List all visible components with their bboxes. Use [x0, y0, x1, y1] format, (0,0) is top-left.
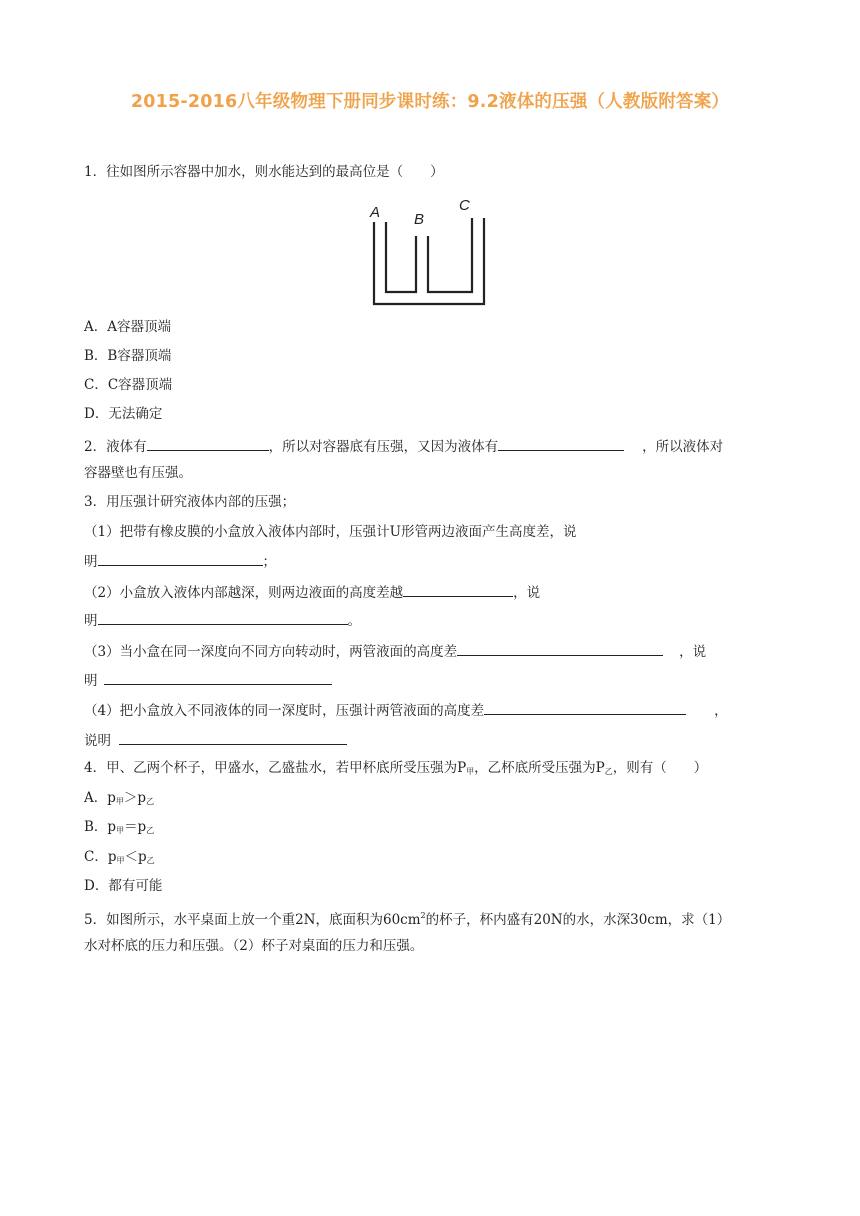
figure-label-a: A: [370, 204, 381, 221]
q4-stem: [84, 759, 707, 781]
q2-line1: [84, 436, 723, 456]
q4-option-b: [84, 818, 154, 840]
q5-superscript: 2: [420, 911, 426, 920]
q3-sub1-line2: [84, 551, 276, 571]
q5-line1: [84, 907, 730, 929]
q2-text-1: 2．液体有: [84, 439, 147, 455]
q3-sub1-blank: [98, 551, 263, 566]
q4-option-a-rel: ＞p: [123, 790, 147, 806]
q4-option-a-sub1: 甲: [115, 797, 124, 806]
q3-sub3-text: （3）当小盒在同一深度向不同方向转动时，两管液面的高度差: [84, 644, 458, 660]
q1-option-a: A．A容器顶端: [84, 319, 171, 335]
q3-sub4-blank-2: [119, 730, 347, 745]
q4-subscript-yi: 乙: [604, 767, 613, 776]
q3-sub4-line2: [84, 730, 347, 750]
q2-blank-2: [498, 436, 624, 451]
q4-option-a: [84, 789, 154, 811]
q3-sub3-line1: [84, 641, 706, 661]
q2-line2: 容器壁也有压强。: [84, 465, 192, 481]
q4-stem-text-2: ，乙杯底所受压强为P: [474, 760, 605, 776]
q2-text-3: ，所以液体对: [642, 439, 724, 455]
q3-sub1-end: ；: [262, 554, 276, 570]
q3-sub3-label: 明: [84, 673, 98, 689]
q3-sub2-line1: [84, 582, 540, 602]
q1-option-b: B．B容器顶端: [84, 348, 172, 364]
q4-stem-text-3: ，则有（ ）: [612, 760, 708, 776]
q3-sub4-blank-1: [484, 700, 686, 715]
q3-sub4-label: 说明: [84, 733, 111, 749]
q3-stem: 3．用压强计研究液体内部的压强；: [84, 494, 296, 510]
q1-option-d: D．无法确定: [84, 406, 163, 422]
q3-sub2-text: （2）小盒放入液体内部越深，则两边液面的高度差越: [84, 585, 404, 601]
q3-sub2-end: 。: [347, 613, 361, 629]
q1-option-c: C．C容器顶端: [84, 377, 173, 393]
q3-sub4-text: （4）把小盒放入不同液体的同一深度时，压强计两管液面的高度差: [84, 703, 485, 719]
page-title: 2015-2016八年级物理下册同步课时练：9.2液体的压强（人教版附答案）: [130, 92, 730, 112]
q4-option-c-sub1: 甲: [116, 856, 125, 865]
q4-option-b-sub2: 乙: [146, 826, 155, 835]
q4-option-b-sub1: 甲: [116, 826, 125, 835]
q5-text-1: 5．如图所示，水平桌面上放一个重2N，底面积为60cm: [84, 912, 421, 928]
q4-subscript-jia: 甲: [466, 767, 475, 776]
q4-stem-text-1: 4．甲、乙两个杯子，甲盛水，乙盛盐水，若甲杯底所受压强为P: [84, 760, 467, 776]
q4-option-d: D．都有可能: [84, 878, 163, 894]
q4-option-b-label: B．p: [84, 819, 117, 835]
q3-sub2-label: 明: [84, 613, 98, 629]
q3-sub4-line1: [84, 700, 728, 720]
connected-vessels-figure: [366, 192, 490, 308]
q4-option-a-label: A．p: [84, 790, 116, 806]
q1-stem: 1．往如图所示容器中加水，则水能达到的最高位是（ ）: [84, 164, 444, 180]
q5-line2: 水对杯底的压力和压强。（2）杯子对桌面的压力和压强。: [84, 938, 424, 954]
q3-sub1-label: 明: [84, 554, 98, 570]
q3-sub2-blank-1: [403, 582, 513, 597]
q4-option-c: [84, 848, 155, 870]
q4-option-c-sub2: 乙: [146, 856, 155, 865]
q3-sub2-line2: [84, 610, 361, 630]
q3-sub2-text-2: ，说: [513, 585, 541, 601]
q3-sub4-end: ，: [714, 703, 728, 719]
q2-text-2: ，所以对容器底有压强，又因为液体有: [268, 439, 499, 455]
q3-sub3-blank-1: [457, 641, 663, 656]
q3-sub3-text-2: ，说: [679, 644, 707, 660]
q3-sub2-blank-2: [98, 610, 348, 625]
figure-label-c: C: [459, 197, 470, 214]
q4-option-c-rel: ＜p: [124, 849, 147, 865]
q3-sub3-line2: [84, 670, 332, 690]
q5-text-2: 的杯子，杯内盛有20N的水，水深30cm，求（1）: [425, 912, 731, 928]
q3-sub1-line1: （1）把带有橡皮膜的小盒放入液体内部时，压强计U形管两边液面产生高度差，说: [84, 524, 577, 540]
figure-label-b: B: [414, 211, 425, 228]
q2-blank-1: [147, 436, 269, 451]
q4-option-c-label: C．p: [84, 849, 117, 865]
q4-option-b-rel: ＝p: [124, 819, 147, 835]
q4-option-a-sub2: 乙: [146, 797, 155, 806]
q3-sub3-blank-2: [104, 670, 332, 685]
